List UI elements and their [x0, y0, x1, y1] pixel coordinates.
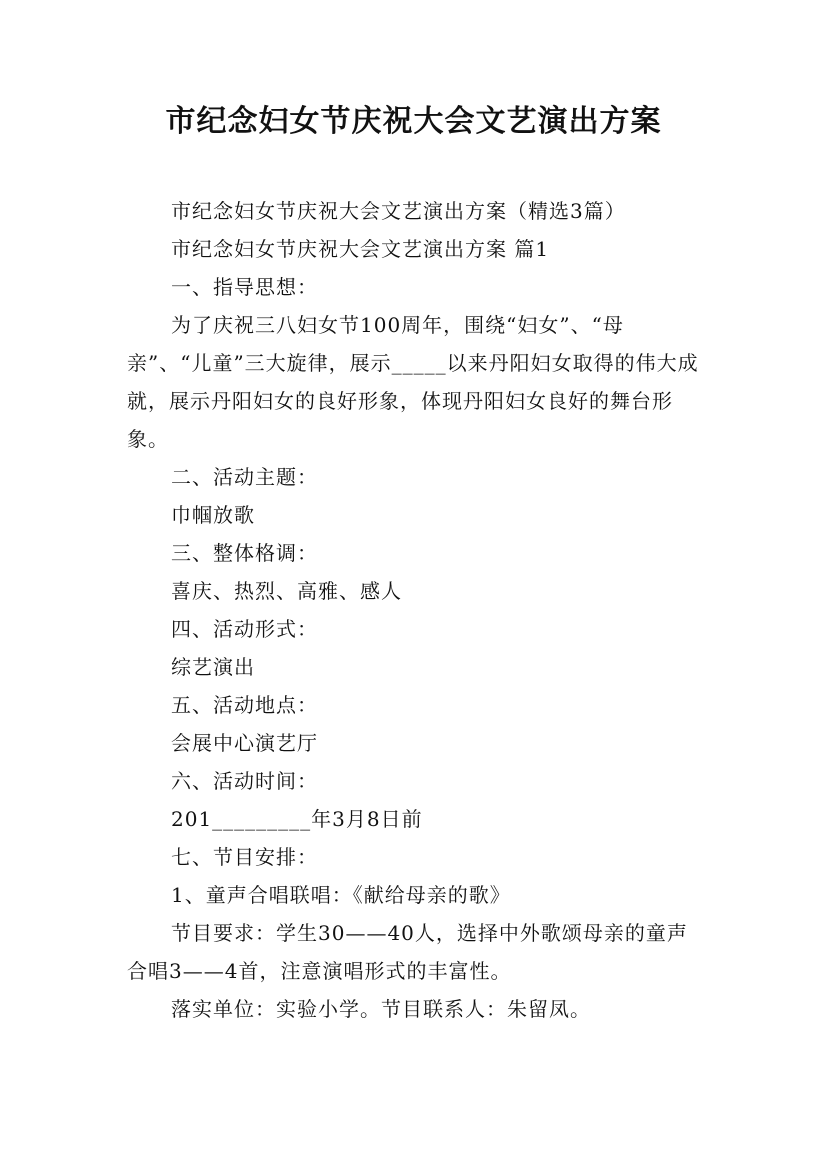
paragraph-tone-text: 喜庆、热烈、高雅、感人 — [171, 579, 402, 603]
paragraph-time-heading: 六、活动时间： — [171, 769, 318, 793]
document-body — [127, 192, 705, 1028]
paragraph-guiding-thought-text: 为了庆祝三八妇女节100周年，围绕“妇女”、“母亲”、“儿童”三大旋律，展示_____以来丹阳妇女取得的伟大成就，展示丹阳妇女的良好形象，体现丹阳妇女良好的舞台形象。 — [127, 313, 699, 451]
paragraph-form-heading: 四、活动形式： — [171, 617, 318, 641]
paragraph-program-unit: 落实单位：实验小学。节目联系人：朱留凤。 — [171, 997, 591, 1021]
paragraph-program-heading: 七、节目安排： — [171, 845, 318, 869]
paragraph-theme-text: 巾帼放歌 — [171, 503, 255, 527]
paragraph-guiding-thought-heading: 一、指导思想： — [171, 275, 318, 299]
paragraph-form-text: 综艺演出 — [171, 655, 255, 679]
document-title: 市纪念妇女节庆祝大会文艺演出方案 — [165, 104, 662, 139]
paragraph-tone-heading: 三、整体格调： — [171, 541, 318, 565]
paragraph-theme-heading: 二、活动主题： — [171, 465, 318, 489]
paragraph-time-text: 201_________年3月8日前 — [171, 807, 423, 831]
paragraph-location-heading: 五、活动地点： — [171, 693, 318, 717]
paragraph-program-requirement: 节目要求：学生30——40人，选择中外歌颂母亲的童声合唱3——4首，注意演唱形式的丰富性。 — [127, 921, 688, 983]
paragraph-location-text: 会展中心演艺厅 — [171, 731, 318, 755]
paragraph-program-item-1: 1、童声合唱联唱：《献给母亲的歌》 — [171, 883, 511, 907]
paragraph-section-heading: 市纪念妇女节庆祝大会文艺演出方案 篇1 — [171, 237, 550, 261]
paragraph-subtitle: 市纪念妇女节庆祝大会文艺演出方案（精选3篇） — [171, 199, 626, 223]
